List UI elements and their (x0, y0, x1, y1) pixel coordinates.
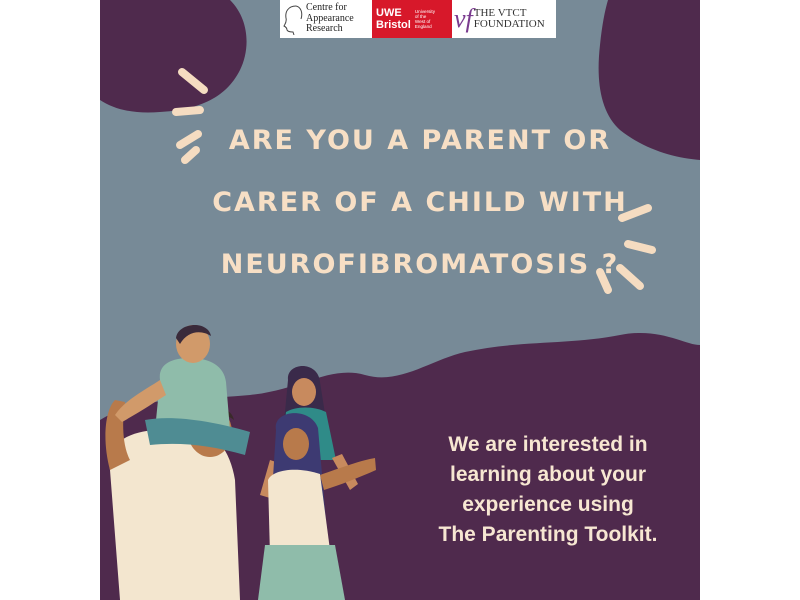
message-line-2: learning about your (449, 463, 646, 486)
uwe-name-1: UWE (376, 7, 402, 19)
accent-mark-6 (628, 244, 652, 250)
logo-bar (280, 0, 556, 38)
woman-skirt (258, 545, 345, 600)
uwe-sub-3: West of (414, 19, 431, 24)
uwe-sub-1: University (414, 9, 436, 14)
uwe-name-2: Bristol (376, 19, 411, 31)
message-line-4: The Parenting Toolkit. (438, 523, 658, 546)
uwe-sub-2: of the (414, 14, 427, 19)
profile-head-icon (282, 3, 304, 35)
car-logo (280, 0, 372, 38)
headline-line-2: CARER OF A CHILD WITH (212, 187, 628, 218)
uwe-logo (372, 0, 452, 38)
headline-line-1: ARE YOU A PARENT OR (228, 125, 612, 156)
accent-mark-2 (176, 110, 200, 112)
car-line-1: Centre for (306, 2, 347, 14)
accent-mark-1 (182, 72, 204, 90)
woman-face (283, 428, 309, 460)
message (400, 430, 696, 550)
poster (100, 0, 700, 600)
vtct-line-1: THE VTCT (473, 7, 527, 19)
headline-line-3: NEUROFIBROMATOSIS ? (220, 249, 620, 280)
car-line-2: Appearance (306, 12, 354, 24)
accent-mark-4 (185, 150, 196, 160)
vtct-logo (452, 0, 556, 38)
girl-face (292, 378, 316, 406)
vtct-mark: vf (454, 4, 473, 33)
headline (210, 110, 630, 296)
message-line-3: experience using (462, 493, 634, 516)
family-illustration-icon (100, 320, 400, 600)
woman-top (268, 470, 330, 555)
message-line-1: We are interested in (448, 433, 648, 456)
accent-mark-3 (180, 134, 198, 145)
car-line-3: Research (306, 23, 343, 35)
vtct-line-2: FOUNDATION (473, 18, 545, 30)
uwe-sub-4: England (414, 24, 432, 29)
